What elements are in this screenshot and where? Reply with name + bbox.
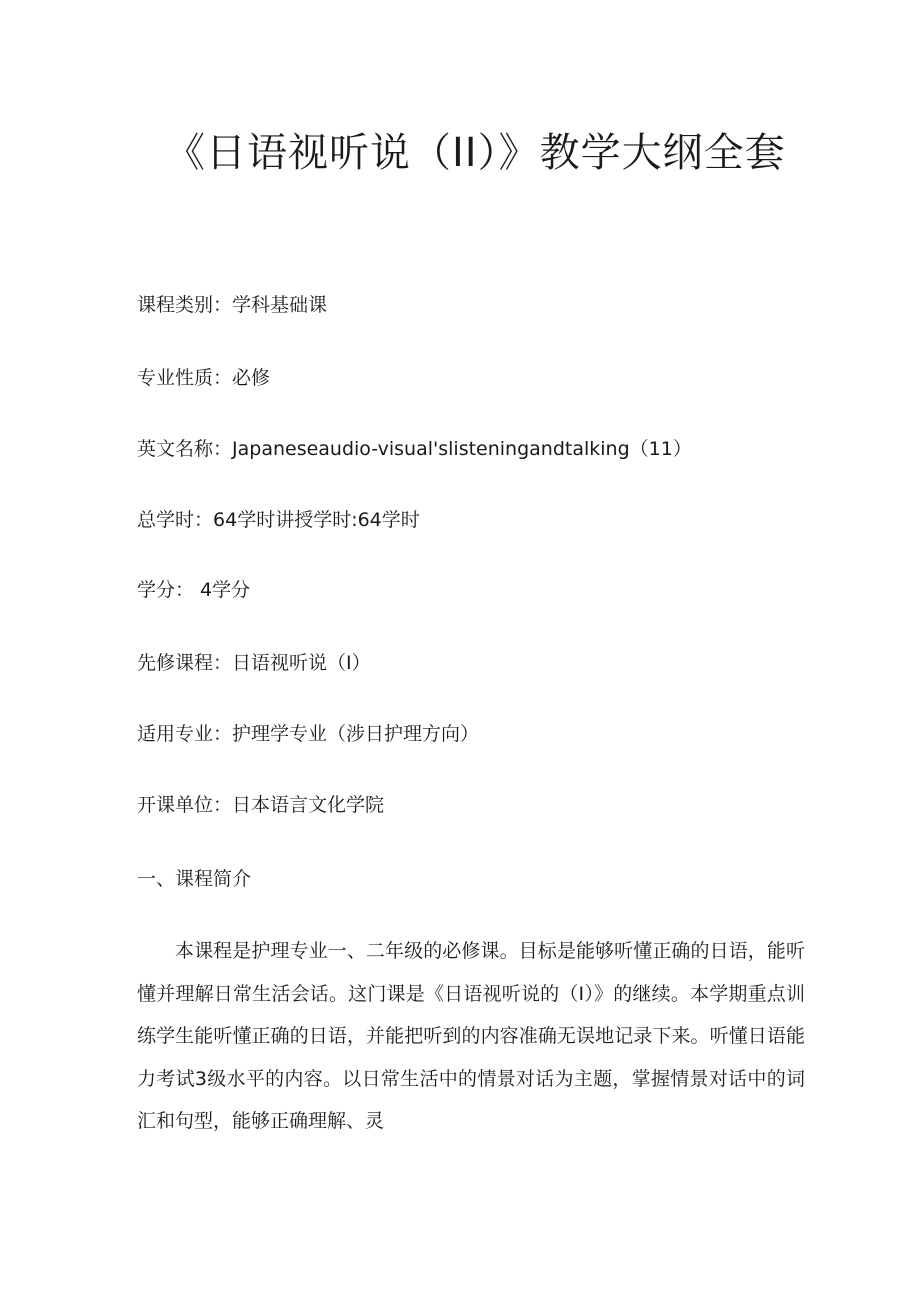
field-label: 专业性质： [137,367,233,389]
field-course-category [137,292,327,318]
field-total-hours [137,507,420,533]
field-label: 学分： [137,579,195,601]
field-label: 课程类别： [137,294,233,316]
field-english-name [137,436,692,462]
field-value: 护理学专业（涉日护理方向） [232,723,480,745]
field-prerequisite [137,650,371,676]
section-heading-course-intro: 一、课程简介 [137,868,252,890]
field-value: 日本语言文化学院 [232,794,385,816]
field-credits [137,577,250,603]
document-title: 《日语视听说（II）》教学大纲全套 [165,130,786,176]
course-intro-paragraph: 本课程是护理专业一、二年级的必修课。目标是能够听懂正确的日语，能听懂并理解日常生活会话。这门课是《日语视听说的（I）》的继续。本学期重点训练学生能听懂正确的日语，并能把听到的内容准确无误地记录下来。听懂日语能力考试3级水平的内容。以日常生活中的情景对话为主题，掌握情景对话中的词汇和句型，能够正确理解、灵 [137,940,805,1132]
field-value: 64学时讲授学时:64学时 [213,509,420,531]
field-label: 先修课程： [137,652,233,674]
field-label: 总学时： [137,509,214,531]
field-value: 日语视听说（I） [232,652,371,674]
field-label: 英文名称： [137,438,233,460]
field-value: 学科基础课 [232,294,328,316]
field-offering-unit [137,792,384,818]
field-label: 开课单位： [137,794,233,816]
field-label: 适用专业： [137,723,233,745]
field-value: Japaneseaudio-visual'slisteningandtalking（11） [232,438,692,460]
field-value: 必修 [232,367,271,389]
field-applicable-major [137,721,479,747]
field-value: 4学分 [194,579,251,601]
field-course-nature [137,365,270,391]
